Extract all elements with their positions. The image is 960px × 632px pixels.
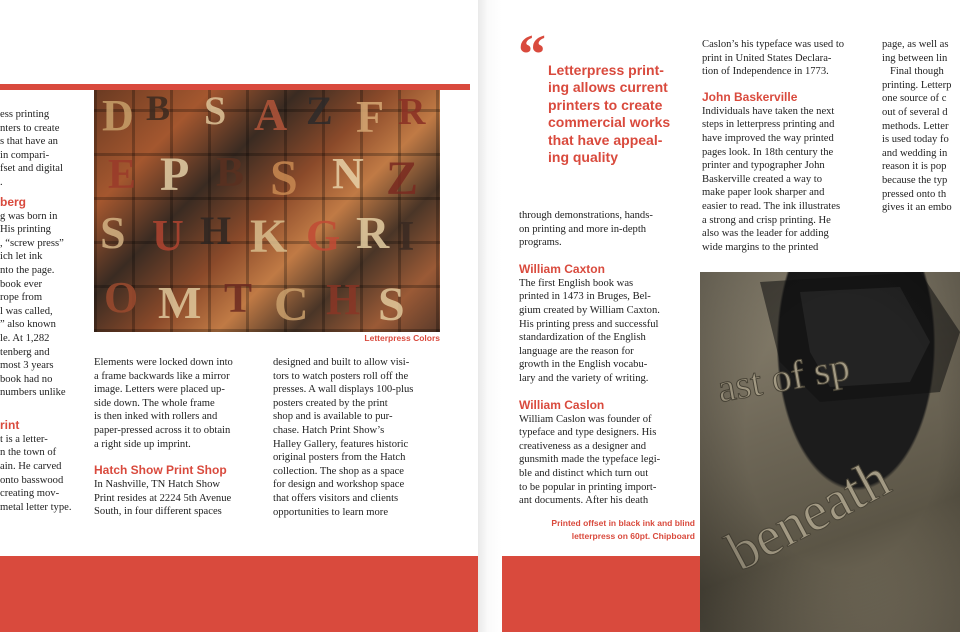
text-line: because the typ [882,174,948,186]
svg-text:B: B [216,150,245,196]
text-line: In Nashville, TN Hatch Show [94,479,221,491]
text-line: Baskerville created a way to [702,173,823,185]
text-line: le. At 1,282 [0,332,50,344]
text-line: make paper look sharper and [702,187,825,199]
pull-quote-line: commercial works [548,114,671,131]
text-line: through demonstrations, hands- [519,210,653,221]
text-line: metal letter type. [0,501,72,513]
text-line: , “screw press” [0,237,64,249]
text-line: opportunities to learn more [273,506,389,518]
col1-print-text [0,433,86,515]
text-line: for design and workshop space [273,479,405,491]
text-line: Elements were locked down into [94,357,233,368]
wood-type-photo [94,90,440,332]
text-line: printing. Letterp [882,79,952,91]
embossed-print-illustration [700,272,960,632]
text-line: s that have an [0,136,58,148]
text-line: on printing and more in-depth [519,223,647,235]
text-line: to be popular in printing import- [519,481,657,493]
text-line: ant documents. After his death [519,495,649,507]
text-line: paper-pressed across it to obtain [94,424,231,436]
text-line: a strong and crisp printing. He [702,214,831,226]
text-line: printer and typographer John [702,160,825,172]
text-line: South, in four different spaces [94,506,222,518]
text-line: page, as well as [882,39,949,50]
text-line: The first English book was [519,277,634,289]
svg-text:E: E [108,152,137,198]
text-line: posters created by the print [273,397,388,409]
text-line: steps in letterpress printing and [702,119,835,131]
text-line: designed and built to allow visi- [273,357,410,368]
wood-type-illustration [94,90,440,332]
text-line: n the town of [0,447,57,459]
text-line: rope from [0,292,43,304]
col2-para2 [94,478,266,519]
col5-para [702,105,872,255]
column-4 [519,209,695,543]
text-line: . [0,176,3,188]
text-line: His printing [0,224,51,236]
text-line: a right side up imprint. [94,438,191,450]
svg-text:Z: Z [386,152,419,205]
text-line: book ever [0,278,43,290]
col4-intro [519,209,695,250]
text-line: standardization of the English [519,332,646,344]
text-line: t is a letter- [0,433,48,445]
col1-intro [0,108,86,190]
svg-text:H: H [200,208,232,253]
column-5 [702,38,872,254]
heading-print: rint [0,417,20,432]
text-line: lary and the variety of writing. [519,372,649,384]
text-line: creativeness as a designer and [519,440,647,452]
svg-text:P: P [160,148,190,201]
text-line: Halley Gallery, features historic [273,438,409,450]
col4-caslon [519,413,695,508]
svg-text:D: D [102,91,134,140]
text-line: a frame backwards like a mirror [94,370,230,382]
svg-text:K: K [250,210,288,263]
text-line: methods. Letter [882,120,949,132]
svg-text:M: M [158,277,202,328]
text-line: side down. The whole frame [94,397,215,409]
text-line: pressed onto th [882,188,947,200]
text-line: growth in the English vocabu- [519,359,648,371]
text-line: in compari- [0,149,50,161]
text-line: one source of c [882,93,947,105]
col2-para [94,356,266,451]
pull-quote-line: ing quality [548,149,618,166]
text-line: Individuals have taken the next [702,105,835,117]
pull-quote [548,62,694,166]
text-line: have improved the way printed [702,132,834,144]
text-line: wide margins to the printed [702,241,819,253]
text-line: onto basswood [0,474,64,486]
text-line: is used today fo [882,134,949,146]
svg-text:Z: Z [306,90,333,133]
text-line: gium created by William Caxton. [519,304,660,316]
svg-text:F: F [356,91,385,142]
text-line: most 3 years [0,360,54,372]
svg-text:S: S [270,149,298,205]
text-line: image. Letters were placed up- [94,384,225,396]
text-line: language are the reason for [519,345,634,357]
text-line: chase. Hatch Print Show’s [273,424,385,436]
text-line: tors to watch posters roll off the [273,370,409,382]
svg-text:C: C [274,278,309,331]
column-3 [273,356,445,519]
pull-quote-line: Letterpress print- [548,62,664,78]
column-2 [94,356,266,519]
svg-text:T: T [224,276,253,322]
text-line: print in United States Declara- [702,52,832,64]
col5-intro [702,38,872,79]
heading-william-caslon: William Caslon [519,397,605,412]
col1-gutenberg-text [0,210,86,400]
text-line: ” also known [0,319,56,331]
heading-john-baskerville: John Baskerville [702,89,798,104]
text-line: ble and distinct which turn out [519,467,649,479]
text-line: His printing press and successful [519,318,659,330]
text-line: fset and digital [0,163,63,175]
print-caption [519,517,695,543]
svg-text:G: G [306,211,341,260]
text-line: easier to read. The ink illustrates [702,200,841,212]
svg-text:A: A [254,90,288,140]
svg-text:O: O [104,273,139,322]
pull-quote-line: printers to create [548,96,663,113]
heading-hatch-show: Hatch Show Print Shop [94,463,227,478]
text-line: William Caslon was founder of [519,413,652,425]
text-line: nto the page. [0,264,55,276]
heading-william-caxton: William Caxton [519,261,605,276]
text-line: ich let ink [0,251,43,263]
pull-quote-line: ing allows current [548,79,668,96]
text-line: is then inked with rollers and [94,411,218,423]
column-6 [882,38,960,215]
text-line: printed in 1473 in Bruges, Bel- [519,291,651,303]
spread-gutter [478,0,502,632]
svg-text:I: I [398,214,415,260]
text-line: creating mov- [0,488,60,500]
text-line: original posters from the Hatch [273,452,406,464]
text-line: programs. [519,237,562,249]
svg-text:S: S [378,278,405,331]
svg-text:B: B [146,90,171,128]
text-line: ain. He carved [0,461,62,473]
pull-quote-line: that have appeal- [548,131,663,148]
text-line: Caslon’s his typeface was used to [702,39,845,50]
svg-text:H: H [326,275,361,324]
text-line: nters to create [0,122,60,134]
text-line: ing between lin [882,52,948,64]
text-line: collection. The shop as a space [273,465,405,477]
svg-text:R: R [356,207,390,258]
text-line: Final though [882,66,944,78]
text-line: gives it an embo [882,202,952,214]
quote-mark-icon: “ [518,24,546,86]
photo-caption: Letterpress Colors [364,333,440,343]
text-line: book had no [0,373,53,385]
column-1 [0,108,86,514]
heading-gutenberg: berg [0,194,27,209]
text-line: gunsmith made the typeface legi- [519,454,661,466]
caption-line: Printed offset in black ink and blind [551,517,695,528]
text-line: numbers unlike [0,387,66,399]
text-line: out of several d [882,106,948,118]
svg-text:S: S [204,90,227,133]
text-line: presses. A wall displays 100-plus [273,384,414,396]
svg-text:U: U [152,211,184,260]
embossed-print-photo [700,272,960,632]
text-line: Print resides at 2224 5th Avenue [94,492,232,504]
text-line: and wedding in [882,147,948,159]
text-line: l was called, [0,305,53,317]
text-line: g was born in [0,210,58,222]
red-footer-band [0,556,700,632]
caption-line: letterpress on 60pt. Chipboard [571,530,695,541]
text-line: ess printing [0,109,50,120]
svg-text:R: R [398,91,426,133]
text-line: tenberg and [0,346,50,358]
text-line: typeface and type designers. His [519,427,657,439]
text-line: pages look. In 18th century the [702,146,834,158]
text-line: that offers visitors and clients [273,492,399,504]
text-line: shop and is available to pur- [273,411,393,423]
text-line: reason it is pop [882,161,947,173]
svg-text:S: S [100,207,126,258]
text-line: tion of Independence in 1773. [702,66,829,78]
col4-caxton [519,277,695,386]
text-line: also was the leader for adding [702,228,829,240]
svg-text:N: N [332,149,364,198]
